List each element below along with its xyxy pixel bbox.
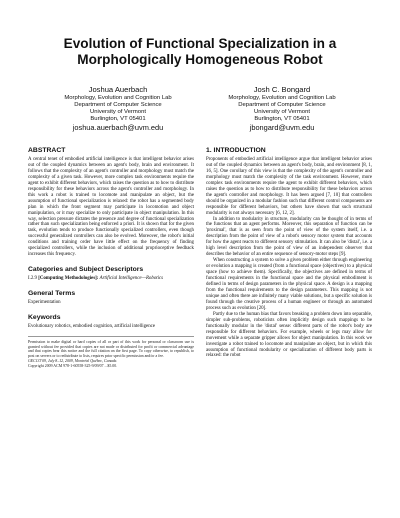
category-descriptor: Artificial Intelligence—Robotics [99,276,164,282]
categories-text [28,276,194,282]
two-column-body [28,146,372,368]
abstract-heading: ABSTRACT [28,147,66,154]
right-column [206,146,372,368]
intro-paragraph: Partly due to the human bias that favors breaking a problem down into separable, simpler sub-problems, roboticists often implicitly design such mappings to be functionally modular in the 'distal' sense: different parts of the robot's body are responsible for different behaviors. For example, wheels or legs may allow for movement while a separate gripper allows for object manipulation. In this work we investigate a robot trained to locomote and manipulate an object, but in which this assumption of functional modularity or specialization of different body parts is relaxed: the robot [206,311,372,359]
permission-text: Permission to make digital or hard copies of all or part of this work for personal or classroom use is granted without fee provided that copies are not made or distributed for profit or commercial advantage and that copies bear this notice and the full citation on the first page. To copy otherwise, to republish, to post on servers or to redistribute to lists, requires prior specific permission and/or a fee. [28,340,194,359]
paper-title: Evolution of Functional Specialization in a Morphologically Homogeneous Robot [63,36,337,67]
intro-paragraph: In addition to modularity in structure, modularity can be thought of in terms of the functions that an agent performs. Moreover, this separation of function can be 'proximal', that is as seen from the point of view of the system itself, i.e. a description from the point of view of a robot's sensory motor system that accounts for how the agent reacts to different sensory stimulation. It can also be 'distal', i.e. a high level description from the point of view of an independent observer that describes the behavior of an entire sequence of sensory-motor steps [9]. [206,216,372,258]
left-column [28,146,194,368]
author-1 [38,85,198,132]
permission-footnote [28,336,194,368]
category-code: I.2.9 [28,276,37,282]
conference-venue: GECCO'09, July 8–12, 2009, Montréal Québec, Canada. [28,358,118,363]
author-lab: Morphology, Evolution and Cognition Lab [228,95,336,101]
author-name: Joshua Auerbach [88,85,148,94]
author-dept: Department of Computer Science [238,102,326,108]
author-block [28,85,372,132]
author-city: Burlington, VT 05401 [90,116,146,122]
intro-paragraph: When constructing a system to solve a given problem either through engineering or evolution a mapping is created (from a functional space (objectives) to a physical space (how to achieve them). Specifically, the objectives are defined in terms of functional requirements in the functional space and the physical embodiment is defined in terms of design parameters in the physical space. A design is a mapping from the functional requirements to the design parameters. This mapping is not unique and often there are infinitely many viable solutions, but a specific solution is found through the creative process of a human engineer or through an automated process such as evolution [20]. [206,258,372,311]
intro-paragraph: Proponents of embodied artificial intelligence argue that intelligent behavior arises out of the coupled dynamics between an agent's body, brain, and environment [8, 1, 16, 5]. One corollary of this view is that the complexity of the agent's controller and morphology must match the complexity of the task environment. However, more complex task environments require the agent to exhibit different behaviors, which raises the question as to how to distribute responsibility for these behaviors across the agent's controller and morphology. It has been argued [7, 10] that controllers should be organized in a modular fashion such that different control components are responsible for different behaviors, but others have shown that such structural modularity is not always necessary [6, 12, 2]. [206,157,372,216]
introduction-heading: 1. INTRODUCTION [206,147,266,154]
keywords-text: Evolutionary robotics, embodied cognition, artificial intelligence [28,324,155,330]
keywords-heading: Keywords [28,314,61,322]
author-email[interactable]: joshua.auerbach@uvm.edu [72,123,164,132]
author-university: University of Vermont [90,109,146,115]
author-name: Josh C. Bongard [253,85,311,94]
category-label: [Computing Methodologies]: [38,276,99,282]
author-university: University of Vermont [254,109,310,115]
author-city: Burlington, VT 05401 [254,116,310,122]
abstract-text: A central tenet of embodied artificial intelligence is that intelligent behavior arises out of the coupled dynamics between an agent's body, brain and environment. It follows that the complexity of an agent's controller and morphology must match the complexity of a given task. However, more complex task environments require the agent to exhibit different behaviors, which raises the question as to how to distribute responsibility for these behaviors across the agent's controller and morphology. In this work a robot is trained to locomote and manipulate an object, but the assumption of functional specialization is relaxed: the robot has a segmented body plan in which the front segment may participate in locomotion and object manipulation, or it may specialize to only participate in object manipulation. In this way, selection pressure dictates the presence and degree of functional specialization rather than such specialization being enforced a priori. It is shown that for the given task, evolution tends to produce functionally specialized controllers, even though successful generalized controllers can also be evolved. Moreover, the robot's initial conditions and training order have little effect on the frequency of finding specialized controllers, while the inclusion of additional proprioceptive feedback increases this frequency. [28,157,194,258]
author-lab: Morphology, Evolution and Cognition Lab [64,95,172,101]
author-email[interactable]: jbongard@uvm.edu [249,123,315,132]
author-dept: Department of Computer Science [74,102,162,108]
general-terms-heading: General Terms [28,290,76,298]
categories-heading: Categories and Subject Descriptors [28,266,144,274]
author-2 [202,85,362,132]
general-terms-text: Experimentation [28,300,61,306]
copyright-line: Copyright 2009 ACM 978-1-60558-325-9/09/07 ...$5.00. [28,363,118,368]
